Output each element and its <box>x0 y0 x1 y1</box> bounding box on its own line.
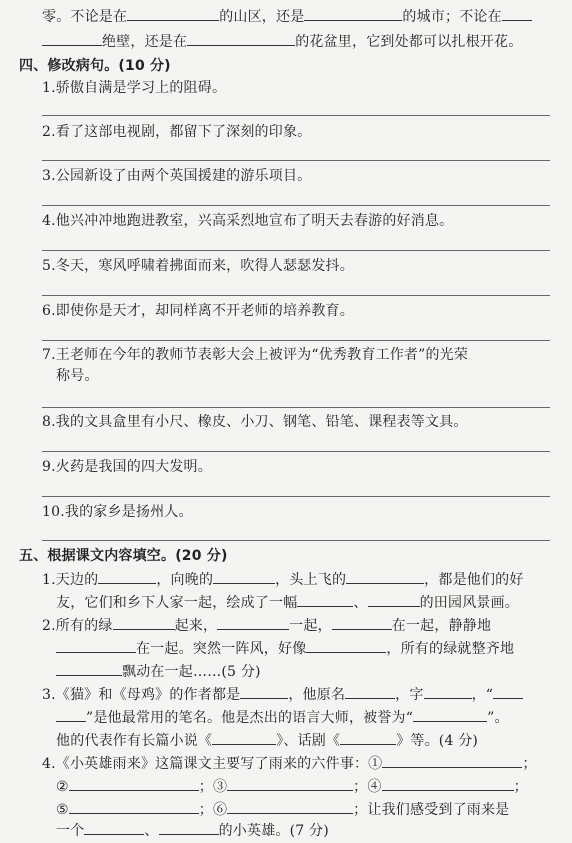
blank[interactable] <box>306 638 386 653</box>
q4-line3: ⑤ ；⑥ ；让我们感受到了雨来是 <box>56 799 509 820</box>
sentence-item: 3.公园新设了由两个英国援建的游乐项目。 <box>42 168 312 184</box>
sentence-item: 4.他兴冲冲地跑进教室，兴高采烈地宣布了明天去春游的好消息。 <box>42 213 454 229</box>
answer-line[interactable] <box>42 115 550 116</box>
blank[interactable] <box>424 684 472 699</box>
blank[interactable] <box>187 31 295 46</box>
sentence-item-continuation: 称号。 <box>56 368 99 384</box>
blank[interactable] <box>69 776 199 791</box>
blank[interactable] <box>227 776 353 791</box>
blank[interactable] <box>297 592 353 607</box>
blank[interactable] <box>382 776 514 791</box>
blank[interactable] <box>382 753 522 768</box>
sentence-item: 6.即使你是天才，却同样离不开老师的培养教育。 <box>42 303 354 319</box>
q3-line3: 他的代表作有长篇小说《 》、话剧《 》等。(4 分) <box>56 730 478 751</box>
blank[interactable] <box>493 684 523 699</box>
blank[interactable] <box>84 820 144 835</box>
sentence-item: 5.冬天，寒风呼啸着拂面而来，吹得人瑟瑟发抖。 <box>42 258 354 274</box>
answer-line[interactable] <box>42 540 550 541</box>
blank[interactable] <box>127 6 219 21</box>
blank[interactable] <box>42 31 102 46</box>
blank[interactable] <box>159 820 219 835</box>
sentence-item: 1.骄傲自满是学习上的阻碍。 <box>42 80 227 96</box>
q4-line1: 4.《小英雄雨来》这篇课文主要写了雨来的六件事：① ； <box>42 753 537 774</box>
blank[interactable] <box>304 6 402 21</box>
q3-line2: ”是他最常用的笔名。他是杰出的语言大师，被誉为“ ”。 <box>56 707 509 728</box>
section3-line1: 零。不论是在 的山区，还是 的城市；不论在 <box>42 6 532 27</box>
q2-line2: 在一起。突然一阵风，好像 ，所有的绿就整齐地 <box>56 638 514 659</box>
answer-line[interactable] <box>42 340 550 341</box>
q4-line2: ② ；③ ；④ ； <box>56 776 528 797</box>
sentence-item: 7.王老师在今年的教师节表彰大会上被评为“优秀教育工作者”的光荣 <box>42 347 469 363</box>
blank[interactable] <box>227 799 353 814</box>
q4-line4: 一个 、 的小英雄。(7 分) <box>56 820 329 841</box>
answer-line[interactable] <box>42 407 550 408</box>
blank[interactable] <box>69 799 199 814</box>
q2-line3: 飘动在一起……(5 分) <box>56 661 261 682</box>
blank[interactable] <box>368 592 420 607</box>
blank[interactable] <box>340 730 396 745</box>
sentence-item: 10.我的家乡是扬州人。 <box>42 504 193 520</box>
sentence-item: 8.我的文具盒里有小尺、橡皮、小刀、钢笔、铅笔、课程表等文具。 <box>42 414 468 430</box>
answer-line[interactable] <box>42 496 550 497</box>
sentence-item: 9.火药是我国的四大发明。 <box>42 459 212 475</box>
q1-line1: 1.天边的 ，向晚的 ，头上飞的 ，都是他们的好 <box>42 569 524 590</box>
blank[interactable] <box>56 661 122 676</box>
q3-line1: 3.《猫》和《母鸡》的作者都是 ，他原名 ，字 ，“ <box>42 684 523 705</box>
blank[interactable] <box>217 615 289 630</box>
q2-line1: 2.所有的绿 起来， 一起， 在一起，静静地 <box>42 615 491 636</box>
answer-line[interactable] <box>42 295 550 296</box>
blank[interactable] <box>56 638 136 653</box>
blank[interactable] <box>345 684 395 699</box>
blank[interactable] <box>413 707 487 722</box>
answer-line[interactable] <box>42 451 550 452</box>
answer-line[interactable] <box>42 205 550 206</box>
answer-line[interactable] <box>42 160 550 161</box>
blank[interactable] <box>240 684 288 699</box>
blank[interactable] <box>346 569 424 584</box>
section4-heading: 四、修改病句。(10 分) <box>19 58 171 74</box>
blank[interactable] <box>113 615 175 630</box>
blank[interactable] <box>502 6 532 21</box>
blank[interactable] <box>98 569 156 584</box>
q1-line2: 友，它们和乡下人家一起，绘成了一幅 、 的田园风景画。 <box>56 592 519 613</box>
blank[interactable] <box>332 615 392 630</box>
section3-line2: 绝壁，还是在 的花盆里，它到处都可以扎根开花。 <box>42 31 522 52</box>
sentence-item: 2.看了这部电视剧，都留下了深刻的印象。 <box>42 124 312 140</box>
answer-line[interactable] <box>42 250 550 251</box>
blank[interactable] <box>56 707 86 722</box>
blank[interactable] <box>213 569 275 584</box>
blank[interactable] <box>212 730 276 745</box>
section5-heading: 五、根据课文内容填空。(20 分) <box>19 548 228 564</box>
